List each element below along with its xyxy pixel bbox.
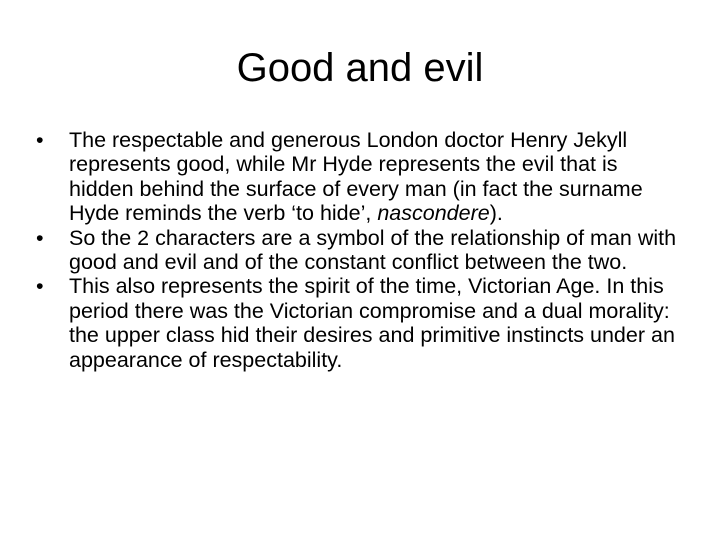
bullet-text-1-italic: nascondere bbox=[377, 201, 490, 226]
bullet-text-2: So the 2 characters are a symbol of the relationship of man with good and evil and of the constant conflict between the two. bbox=[69, 225, 677, 275]
bullet-text-3: This also represents the spirit of the time, Victorian Age. In this period there was the Victorian compromise and a dual morality: the upper class hid their desires and primitive instincts under an appearance of respectability. bbox=[69, 274, 675, 372]
bullet-marker: • bbox=[36, 225, 44, 250]
bullet-text-1-start: The respectable and generous London doctor Henry Jekyll represents good, while Mr Hyde represents the evil that is hidden behind the surface of every man (in fact the surname Hyde reminds the verb ‘to hide’, bbox=[69, 128, 643, 226]
bullet-item-2 bbox=[36, 226, 684, 275]
bullet-list bbox=[36, 128, 684, 372]
bullet-marker: • bbox=[36, 274, 44, 299]
bullet-text-1 bbox=[69, 128, 684, 226]
bullet-item-1 bbox=[36, 128, 684, 226]
slide-title: Good and evil bbox=[236, 46, 484, 90]
bullet-item-3 bbox=[36, 274, 684, 372]
bullet-text-1-end: ). bbox=[489, 201, 503, 226]
bullet-marker: • bbox=[36, 128, 44, 152]
